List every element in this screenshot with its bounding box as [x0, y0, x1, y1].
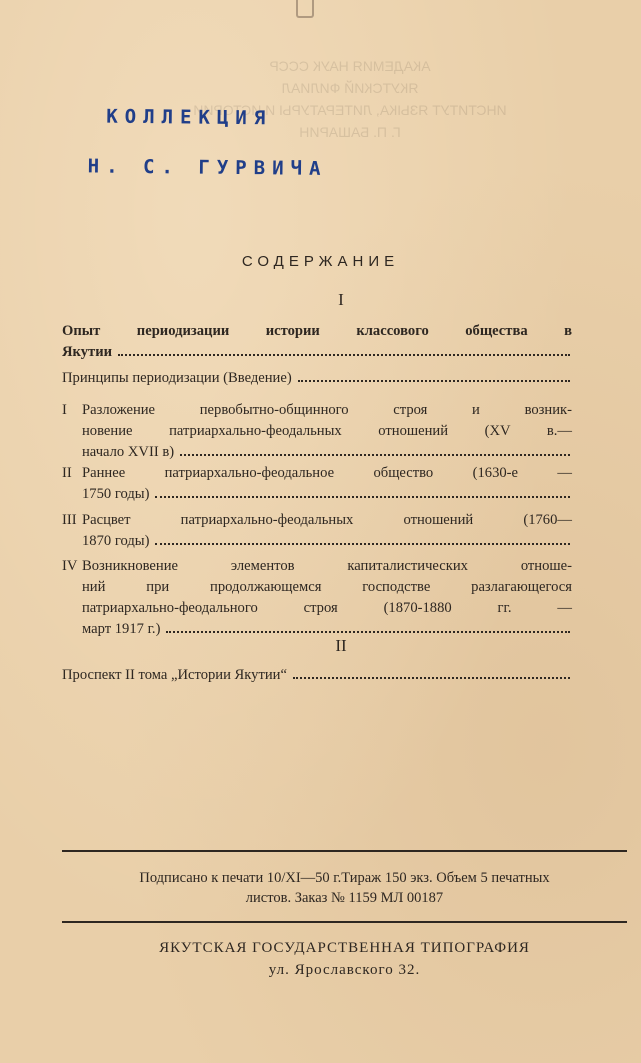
chapter-number: IV — [62, 558, 78, 574]
dot-leader — [155, 495, 570, 498]
part-one-label: I — [338, 290, 344, 309]
imprint-block — [62, 868, 627, 908]
imprint-line-2: листов. Заказ № 1159 МЛ 00187 — [245, 890, 444, 906]
toc-entry-line — [62, 442, 572, 463]
dot-leader — [155, 542, 570, 545]
toc-entry-volume-2 — [62, 665, 572, 686]
toc-entry-text: 1870 годы) — [82, 533, 150, 549]
dot-leader — [298, 379, 570, 382]
toc-entry-line — [62, 531, 572, 552]
dot-leader — [118, 353, 570, 356]
toc-entry-line — [62, 463, 572, 484]
ghost-line: ЯКУТСКИЙ ФИЛИАЛ — [281, 80, 419, 96]
toc-entry-chapter-2 — [62, 463, 572, 505]
printer-address: ул. Ярославского 32. — [268, 962, 421, 978]
toc-entry-line — [62, 484, 572, 505]
imprint-line-1: Подписано к печати 10/XI—50 г.Тираж 150 экз. Объем 5 печатных — [139, 870, 550, 886]
toc-entry-line: Опыт периодизации истории классового общества в — [62, 323, 572, 339]
divider-rule — [62, 921, 627, 923]
printer-name: ЯКУТСКАЯ ГОСУДАРСТВЕННАЯ ТИПОГРАФИЯ — [159, 940, 530, 956]
toc-entry-text: Возникновение элементов капиталистических отноше- — [82, 558, 572, 574]
stamp-line-2: Н. С. ГУРВИЧА — [87, 155, 328, 180]
toc-entry-text: Разложение первобытно-общинного строя и возник- — [82, 402, 572, 418]
ghost-line: ИНСТИТУТ ЯЗЫКА, ЛИТЕРАТУРЫ И ИСТОРИИ — [193, 102, 507, 118]
page-edge-mark — [296, 0, 314, 18]
chapter-number: I — [62, 402, 67, 418]
chapter-number: II — [62, 465, 72, 481]
toc-entry-text: 1750 годы) — [82, 486, 150, 502]
stamp-line-1: КОЛЛЕКЦИЯ — [106, 105, 273, 130]
toc-entry-line — [62, 510, 572, 531]
toc-entry-line — [62, 400, 572, 421]
toc-entry-line — [62, 342, 572, 363]
dot-leader — [166, 630, 570, 633]
toc-entry-text: начало XVII в) — [82, 444, 175, 460]
ghost-line: АКАДЕМИЯ НАУК СССР — [269, 58, 431, 74]
toc-entry-line — [62, 665, 572, 686]
divider-rule — [62, 850, 627, 852]
toc-entry-line: новение патриархально-феодальных отношений (XV в.— — [82, 423, 572, 439]
toc-entry-periodization — [62, 321, 572, 363]
toc-entry-chapter-3 — [62, 510, 572, 552]
toc-entry-text: Проспект II тома „Истории Якутии“ — [62, 667, 287, 683]
dot-leader — [293, 676, 570, 679]
printer-block — [62, 937, 627, 981]
toc-entry-line: ний при продолжающемся господстве разлагающегося — [82, 579, 572, 595]
toc-entry-text: Раннее патриархально-феодальное общество (1630-е — — [82, 465, 572, 481]
chapter-number: III — [62, 512, 77, 528]
ghost-line: Г. П. БАШАРИН — [299, 124, 401, 140]
part-two-label: II — [335, 636, 347, 655]
contents-title: СОДЕРЖАНИЕ — [241, 253, 400, 270]
toc-entry-text: Расцвет патриархально-феодальных отношений (1760— — [82, 512, 572, 528]
toc-entry-line: патриархально-феодального строя (1870-1880 гг. — — [82, 600, 572, 616]
toc-entry-text: Принципы периодизации (Введение) — [62, 370, 292, 386]
collection-stamp — [87, 91, 388, 194]
toc-entry-text: март 1917 г.) — [82, 621, 161, 637]
toc-entry-chapter-1 — [62, 400, 572, 463]
toc-entry-principles — [62, 368, 572, 389]
toc-entry-text: Якутии — [62, 344, 113, 360]
toc-entry-chapter-4 — [62, 556, 572, 640]
dot-leader — [180, 453, 570, 456]
toc-entry-line — [62, 368, 572, 389]
toc-entry-line — [62, 556, 572, 577]
